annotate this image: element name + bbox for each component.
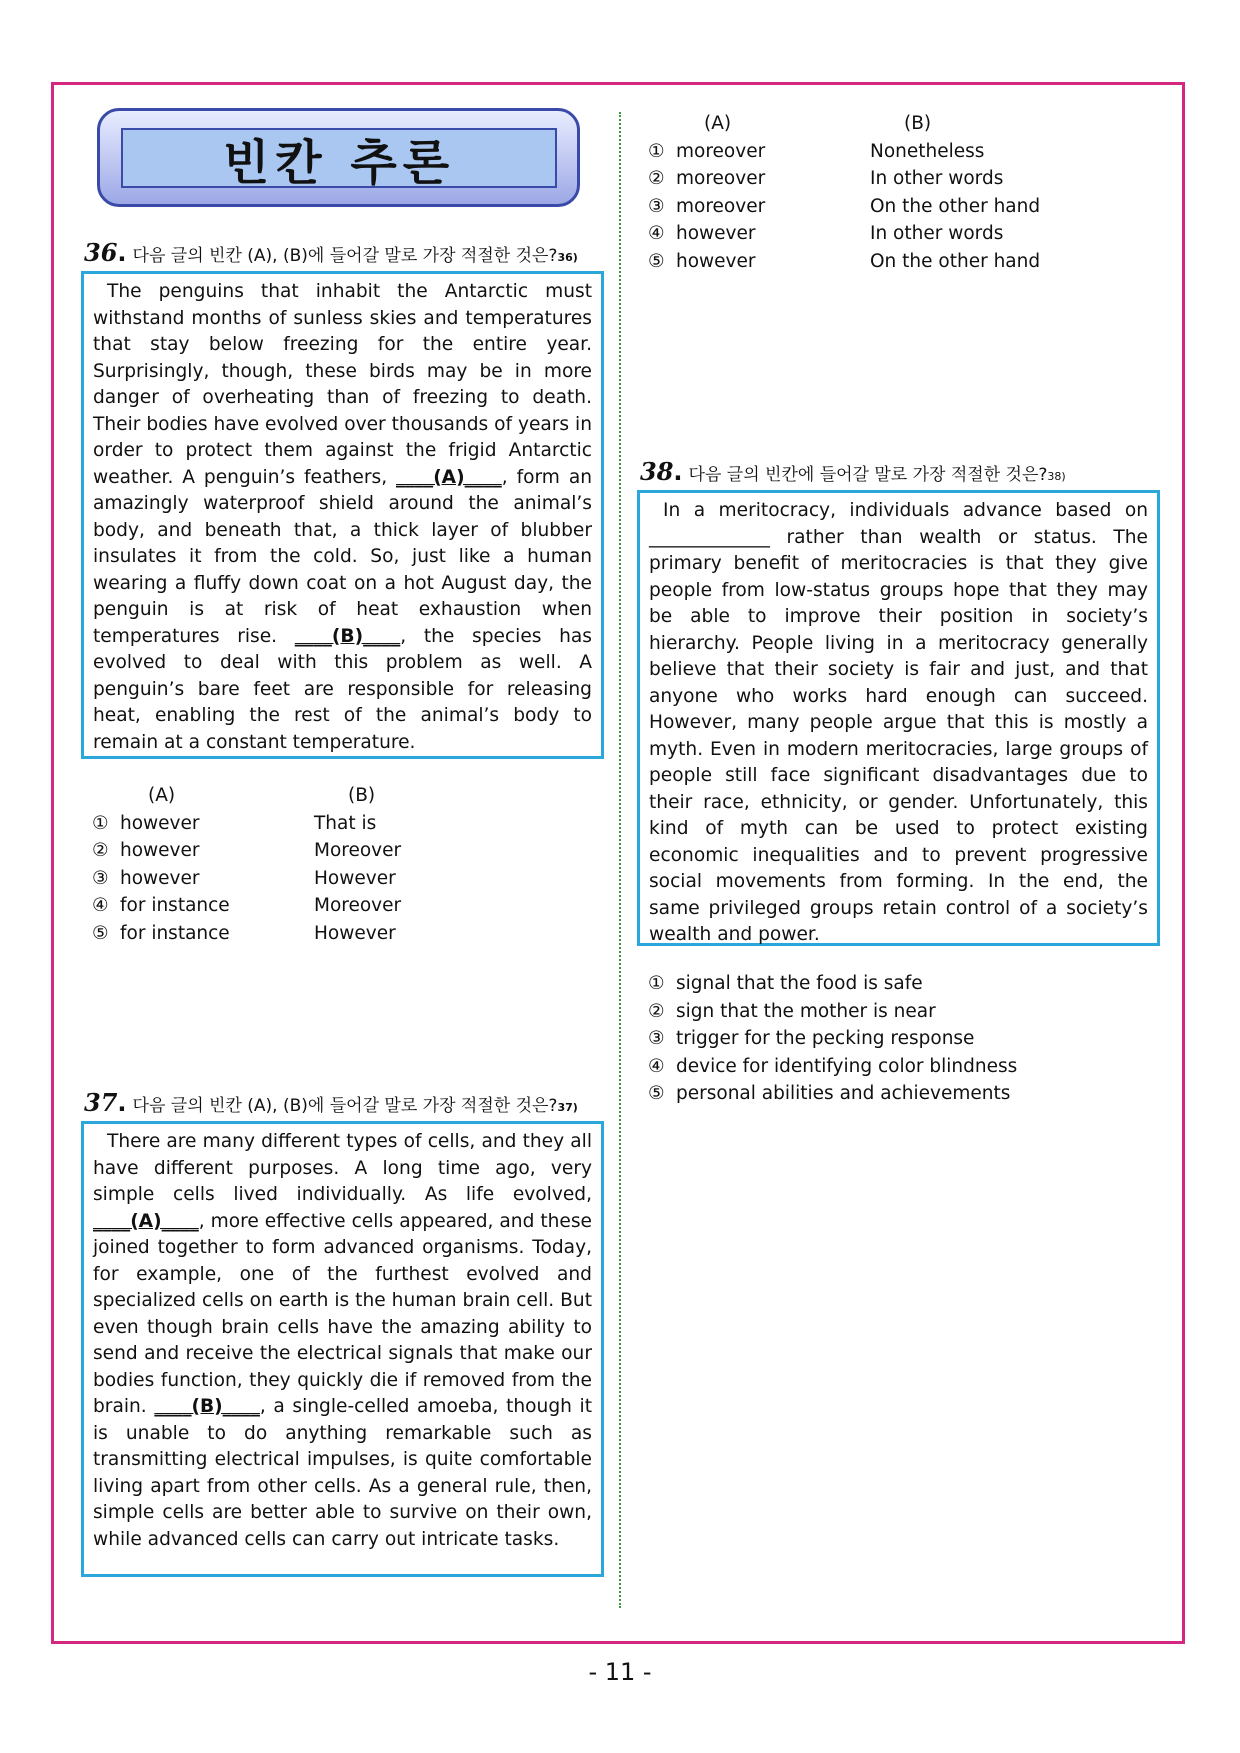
passage-text: , a single-celled amoeba, though it is unable to do anything remarkable such as transmitting electrical impulses, is quite comfortable living apart from other cells. As a general rule, then, simple cells are better able to survive on their own, while advanced cells can carry out intricate tasks. bbox=[93, 1396, 592, 1550]
option-a: however bbox=[120, 812, 200, 834]
passage-text: The penguins that inhabit the Antarctic must withstand months of sunless skies and temperatures that stay below freezing for the entire year. Surprisingly, though, these birds may be in more danger of overheating than of freezing to death. Their bodies have evolved over thousands of years in order to protect them against the frigid Antarctic weather. A penguin’s feathers, bbox=[93, 281, 592, 488]
footnote-marker: 38) bbox=[1047, 470, 1066, 483]
option-number: ④ bbox=[648, 1055, 665, 1077]
passage-text: There are many different types of cells, and they all have different purposes. A long time ago, very simple cells lived individually. As life evolved, bbox=[93, 1131, 592, 1205]
option-number: ② bbox=[648, 168, 665, 190]
answer-option-1[interactable] bbox=[648, 970, 1017, 998]
answer-option-4[interactable] bbox=[92, 892, 401, 920]
answer-option-2[interactable] bbox=[92, 837, 401, 865]
passage-text: In a meritocracy, individuals advance based on bbox=[663, 500, 1148, 521]
option-b: Moreover bbox=[314, 895, 402, 917]
option-a: however bbox=[676, 250, 756, 272]
option-a: moreover bbox=[676, 140, 766, 162]
question-number: 38 bbox=[640, 457, 674, 486]
option-b: In other words bbox=[870, 168, 1004, 190]
option-a: however bbox=[120, 840, 200, 862]
answer-option-5[interactable] bbox=[648, 248, 1040, 276]
question-38-passage-box bbox=[637, 490, 1160, 946]
option-number: ② bbox=[92, 840, 109, 862]
option-number: ① bbox=[92, 812, 109, 834]
section-title: 빈칸 추론 bbox=[121, 128, 557, 188]
option-b: Moreover bbox=[314, 840, 402, 862]
option-a: for instance bbox=[120, 922, 230, 944]
question-37-passage-box bbox=[81, 1121, 604, 1577]
question-38-options bbox=[648, 970, 1017, 1108]
answer-option-4[interactable] bbox=[648, 1053, 1017, 1081]
option-b: On the other hand bbox=[870, 195, 1041, 217]
blank-b: ____(B)____ bbox=[154, 1396, 260, 1417]
answer-option-3[interactable] bbox=[648, 193, 1040, 221]
blank-b: ____(B)____ bbox=[294, 625, 401, 647]
question-37-header bbox=[84, 1088, 578, 1117]
question-38-passage bbox=[649, 498, 1148, 949]
question-number: 37 bbox=[84, 1088, 118, 1117]
option-text: signal that the food is safe bbox=[676, 973, 923, 994]
question-number-dot: . bbox=[673, 458, 683, 486]
option-b: That is bbox=[314, 812, 377, 834]
question-prompt: 다음 글의 빈칸에 들어갈 말로 가장 적절한 것은? bbox=[688, 465, 1048, 485]
option-number: ③ bbox=[92, 867, 109, 889]
column-header-a: (A) bbox=[148, 785, 176, 806]
question-number-dot: . bbox=[117, 239, 127, 267]
option-b: However bbox=[314, 922, 396, 944]
answer-option-3[interactable] bbox=[92, 865, 401, 893]
answer-option-1[interactable] bbox=[648, 138, 1040, 166]
answer-option-1[interactable] bbox=[92, 810, 401, 838]
option-text: sign that the mother is near bbox=[676, 1000, 936, 1022]
question-37-passage bbox=[93, 1129, 592, 1553]
question-number: 36 bbox=[84, 238, 118, 267]
column-header-b: (B) bbox=[348, 785, 376, 806]
blank: _____________ bbox=[649, 526, 770, 548]
option-b: Nonetheless bbox=[870, 140, 985, 162]
question-prompt: 다음 글의 빈칸 (A), (B)에 들어갈 말로 가장 적절한 것은? bbox=[132, 246, 558, 266]
option-a: moreover bbox=[676, 168, 766, 190]
column-header-b: (B) bbox=[904, 113, 932, 134]
option-a: moreover bbox=[676, 195, 766, 217]
answer-option-5[interactable] bbox=[92, 920, 401, 948]
question-36-options bbox=[92, 782, 401, 948]
blank-a: ____(A)____ bbox=[396, 466, 502, 488]
option-number: ⑤ bbox=[648, 250, 665, 272]
column-header-a: (A) bbox=[704, 113, 732, 134]
answer-option-2[interactable] bbox=[648, 998, 1017, 1026]
option-a: however bbox=[120, 867, 200, 889]
option-text: trigger for the pecking response bbox=[676, 1028, 975, 1049]
passage-text: , more effective cells appeared, and these joined together to form advanced organisms. Today, for example, one of the furthest evolved and specialized cells on earth is the human brain cell. But even though brain cells have the amazing ability to send and receive the electrical signals that make our bodies function, they quickly die if removed from the brain. bbox=[93, 1210, 592, 1417]
option-number: ④ bbox=[648, 223, 665, 245]
option-b: On the other hand bbox=[870, 250, 1041, 272]
option-text: device for identifying color blindness bbox=[676, 1055, 1018, 1077]
column-divider bbox=[619, 112, 621, 1608]
option-number: ③ bbox=[648, 1028, 665, 1049]
footnote-marker: 36) bbox=[557, 251, 578, 264]
option-text: personal abilities and achievements bbox=[676, 1083, 1011, 1104]
option-b: However bbox=[314, 867, 396, 889]
question-38-header bbox=[640, 457, 1066, 486]
option-b: In other words bbox=[870, 223, 1004, 245]
option-a: for instance bbox=[120, 895, 230, 917]
question-36-header bbox=[84, 238, 578, 267]
answer-option-2[interactable] bbox=[648, 165, 1040, 193]
option-number: ① bbox=[648, 973, 665, 994]
option-number: ⑤ bbox=[648, 1083, 665, 1104]
question-prompt: 다음 글의 빈칸 (A), (B)에 들어갈 말로 가장 적절한 것은? bbox=[132, 1096, 558, 1116]
passage-text: , form an amazingly waterproof shield around the animal’s body, and beneath that, a thick layer of blubber insulates it from the cold. So, just like a human wearing a fluffy down coat on a hot August day, the penguin is at risk of heat exhaustion when temperatures rise. bbox=[93, 466, 592, 647]
passage-text: rather than wealth or status. The primary benefit of meritocracies is that they give people from low-status groups hope that they may be able to improve their position in society’s hierarchy. People living in a meritocracy generally believe that their society is fair and just, and that anyone who works hard enough can succeed. However, many people argue that this is mostly a myth. Even in modern meritocracies, large groups of people still face significant disadvantages due to their race, ethnicity, or gender. Unfortunately, this kind of myth can be used to protect existing economic inequalities and to prevent progressive social movements from forming. In the end, the same privileged groups retain control of a society’s wealth and power. bbox=[649, 526, 1148, 945]
option-number: ⑤ bbox=[92, 922, 109, 944]
question-37-options bbox=[648, 110, 1040, 276]
passage-text: , the species has evolved to deal with this problem as well. A penguin’s bare feet are responsible for releasing heat, enabling the rest of the animal’s body to remain at a constant temperature. bbox=[93, 625, 592, 753]
page-number: - 11 - bbox=[588, 1658, 652, 1686]
answer-option-3[interactable] bbox=[648, 1025, 1017, 1053]
option-number: ① bbox=[648, 140, 665, 162]
footnote-marker: 37) bbox=[557, 1101, 578, 1114]
question-36-passage-box bbox=[81, 271, 604, 759]
blank-a: ____(A)____ bbox=[93, 1210, 199, 1232]
option-number: ③ bbox=[648, 195, 665, 217]
question-number-dot: . bbox=[117, 1089, 127, 1117]
answer-option-5[interactable] bbox=[648, 1080, 1017, 1108]
option-number: ② bbox=[648, 1000, 665, 1022]
option-a: however bbox=[676, 223, 756, 245]
option-number: ④ bbox=[92, 895, 109, 917]
answer-option-4[interactable] bbox=[648, 220, 1040, 248]
question-36-passage bbox=[93, 279, 592, 756]
